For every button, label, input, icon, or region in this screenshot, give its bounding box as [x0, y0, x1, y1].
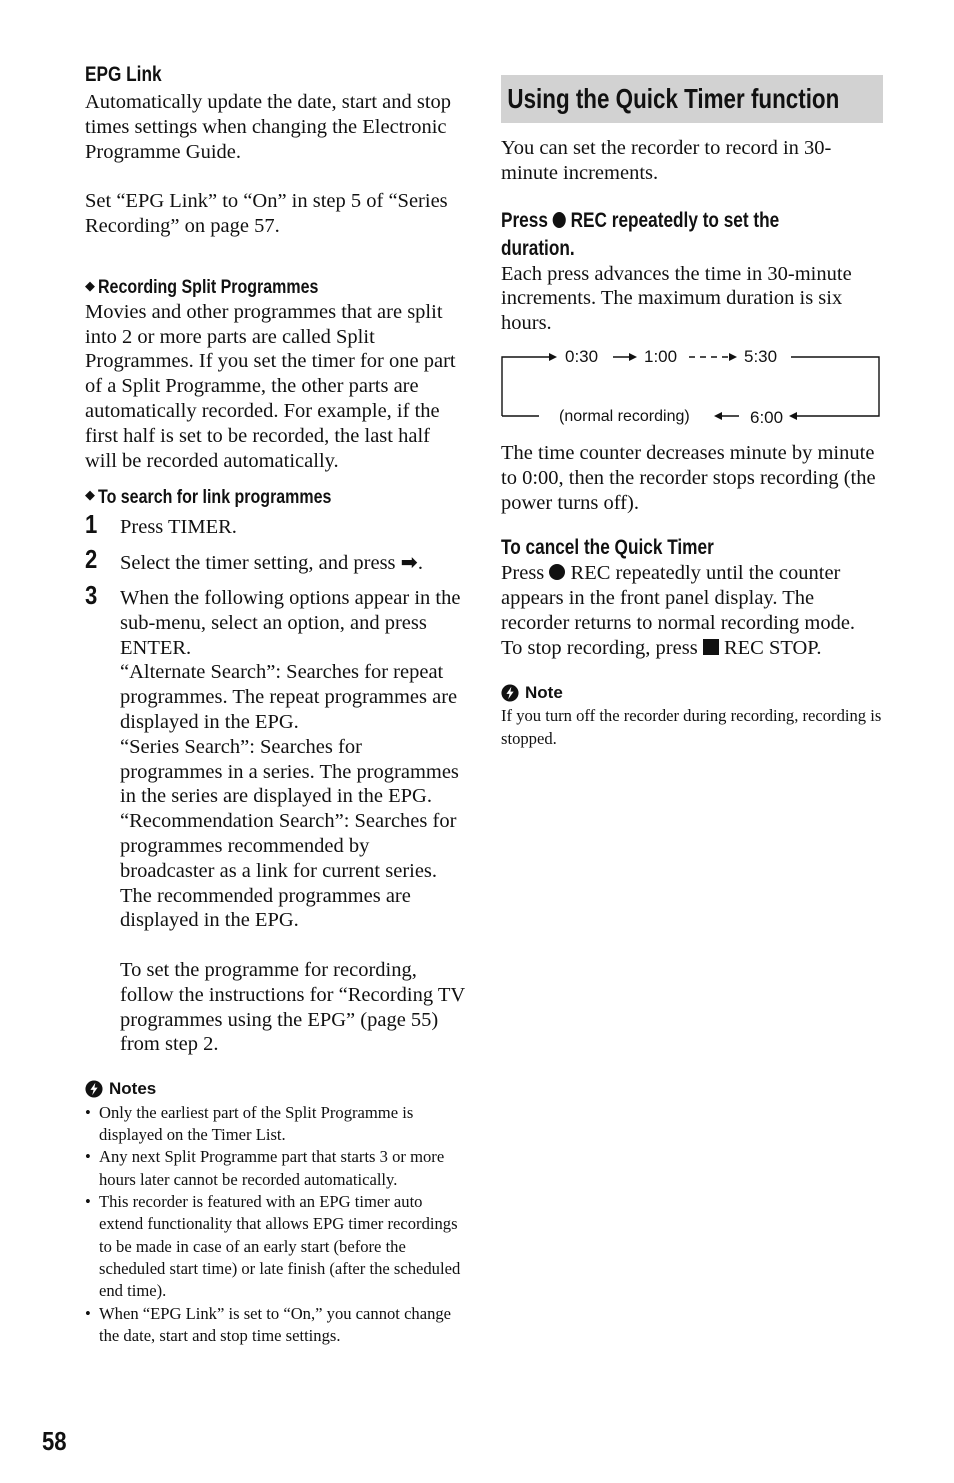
section-title: Using the Quick Timer function: [507, 82, 840, 114]
step-2: [85, 544, 465, 576]
intro-paragraph: You can set the recorder to record in 30-minute increments.: [501, 137, 832, 184]
quick-timer-diagram: [501, 346, 883, 427]
right-arrow-icon: ➡: [400, 550, 418, 575]
note-heading: Note: [501, 681, 883, 706]
split-programmes-paragraph: Movies and other programmes that are split into 2 or more parts are called Split Programmes. If you set the timer for one part of a Split Programme, the other parts are automatically recorded. For example, if the first half is set to be recorded, the last half will be recorded automatically.: [85, 300, 456, 472]
diamond-bullet-icon: ◆: [85, 488, 95, 504]
step-1: [85, 509, 465, 540]
notes-list: [85, 1102, 465, 1347]
time-5-30: 5:30: [744, 346, 778, 366]
stop-paragraph: To stop recording, press REC STOP.: [501, 636, 822, 659]
split-programmes-heading: Recording Split Programmes: [98, 276, 319, 299]
left-column: [85, 62, 465, 1347]
step-3: [85, 579, 465, 1057]
option-alternate-search: “Alternate Search”: Searches for repeat programmes. The repeat programmes are displayed in the EPG.: [120, 661, 458, 733]
record-dot-icon: [549, 564, 565, 580]
epg-link-paragraph: Automatically update the date, start and stop times settings when changing the Electronic Programme Guide.: [85, 91, 452, 163]
step-text: When the following options appear in the sub-menu, select an option, and press ENTER.: [120, 586, 461, 659]
search-link-heading: To search for link programmes: [98, 485, 332, 508]
note-item: • When “EPG Link” is set to “On,” you cannot change the date, start and stop time settings.: [85, 1303, 465, 1348]
epg-link-instruction: Set “EPG Link” to “On” in step 5 of “Series Recording” on page 57.: [85, 190, 448, 237]
diamond-bullet-icon: ◆: [85, 278, 95, 294]
step-number: 3: [85, 579, 98, 610]
step-text: Select the timer setting, and press ➡.: [120, 550, 423, 575]
time-0-30: 0:30: [565, 346, 599, 366]
step-number: 2: [85, 544, 98, 575]
press-rec-paragraph: Each press advances the time in 30-minute increments. The maximum duration is six hours.: [501, 262, 852, 335]
stop-square-icon: [703, 639, 719, 655]
note-text: If you turn off the recorder during recording, recording is stopped.: [501, 706, 882, 748]
time-1-00: 1:00: [644, 346, 678, 366]
record-dot-icon: [553, 212, 566, 228]
step-text: Press TIMER.: [120, 516, 237, 539]
press-rec-heading: Press REC repeatedly to set the: [501, 208, 780, 232]
cancel-paragraph: Press REC repeatedly until the counter appears in the front panel display. The recorder returns to normal recording mode.: [501, 562, 856, 634]
option-series-search: “Series Search”: Searches for programmes in a series. The programmes in the series are displayed in the EPG.: [120, 735, 459, 808]
section-banner: [501, 75, 883, 123]
time-6-00: 6:00: [750, 407, 784, 427]
press-rec-heading-cont: duration.: [501, 236, 575, 260]
step3-followup: To set the programme for recording, follow the instructions for “Recording TV programmes using the EPG” (page 55) from step 2.: [120, 958, 465, 1056]
note-item: • Only the earliest part of the Split Programme is displayed on the Timer List.: [85, 1102, 465, 1147]
cancel-heading: To cancel the Quick Timer: [501, 536, 714, 560]
normal-recording-label: (normal recording): [559, 407, 690, 425]
note-icon: [501, 684, 519, 702]
counter-paragraph: The time counter decreases minute by minute to 0:00, then the recorder stops recording (the power turns off).: [501, 441, 876, 514]
note-item: • This recorder is featured with an EPG timer auto extend functionality that allows EPG timer recordings to be made in case of an early start (before the scheduled start time) or late finish (after the scheduled end time).: [85, 1191, 465, 1302]
notes-heading: Notes: [85, 1077, 465, 1102]
epg-link-heading: EPG Link: [85, 63, 162, 86]
step-number: 1: [85, 509, 98, 540]
option-recommendation-search: “Recommendation Search”: Searches for programmes recommended by broadcaster as a link for current series. The recommended programmes are displayed in the EPG.: [120, 810, 457, 932]
note-icon: [85, 1080, 103, 1098]
note-item: • Any next Split Programme part that starts 3 or more hours later cannot be recorded automatically.: [85, 1146, 465, 1191]
page-number: 58: [42, 1426, 67, 1456]
right-column: [501, 62, 883, 750]
